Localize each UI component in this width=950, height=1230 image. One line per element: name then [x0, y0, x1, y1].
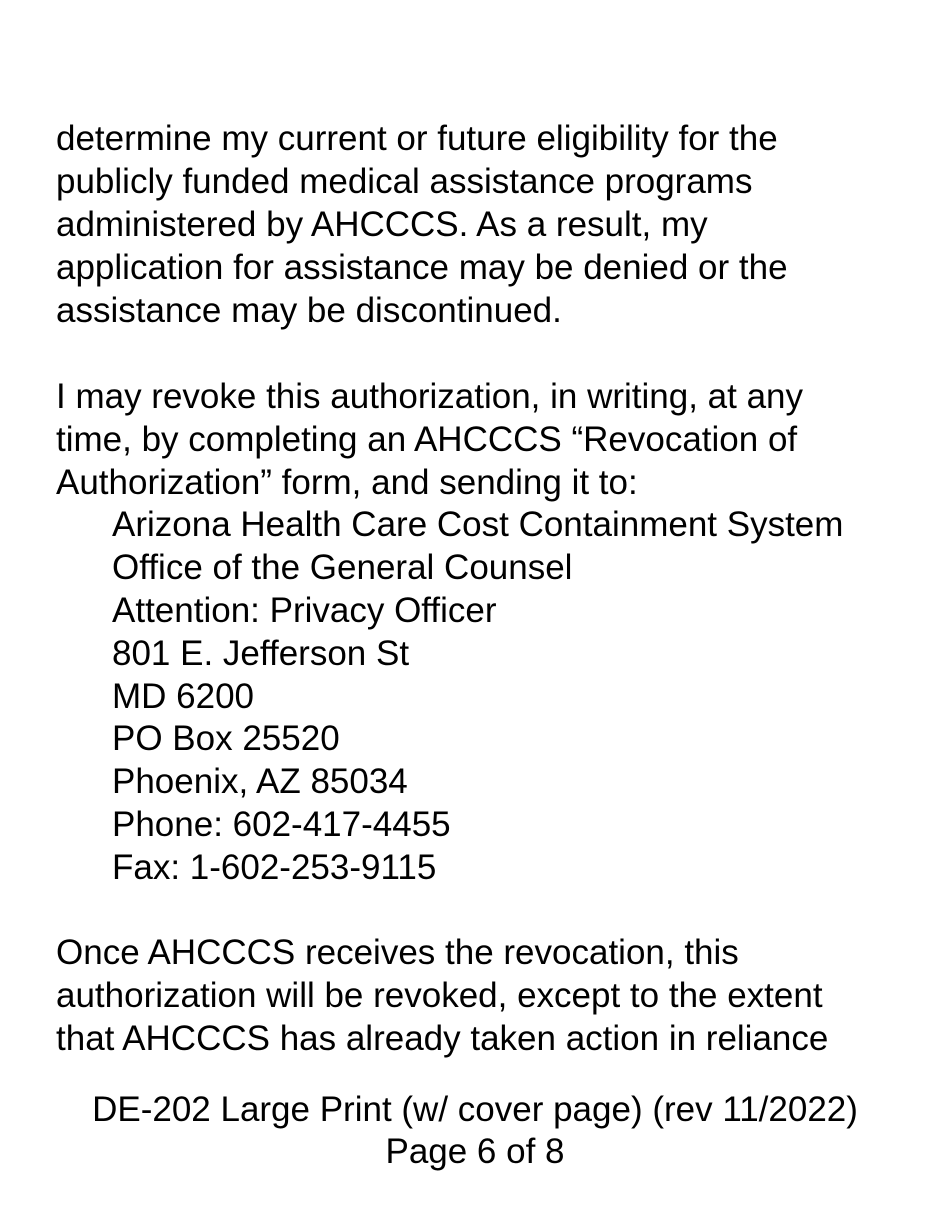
paragraph-1-line: publicly funded medical assistance programs: [56, 162, 753, 201]
paragraph-1-line: assistance may be discontinued.: [56, 291, 562, 330]
address-line: 801 E. Jefferson St: [112, 634, 410, 673]
address-line: Arizona Health Care Cost Containment System: [112, 505, 844, 544]
footer-page-number: Page 6 of 8: [385, 1132, 565, 1171]
address-line: PO Box 25520: [112, 719, 340, 758]
paragraph-1-line: administered by AHCCCS. As a result, my: [56, 205, 708, 244]
paragraph-3-line: Once AHCCCS receives the revocation, this: [56, 933, 739, 972]
footer-form-id: DE-202 Large Print (w/ cover page) (rev 11/2022): [92, 1090, 858, 1129]
address-line: Office of the General Counsel: [112, 548, 573, 587]
paragraph-3-line: that AHCCCS has already taken action in reliance: [56, 1019, 829, 1058]
address-phone: Phone: 602-417-4455: [112, 805, 451, 844]
address-line: MD 6200: [112, 677, 255, 716]
paragraph-2-line: Authorization” form, and sending it to:: [56, 463, 638, 502]
paragraph-2-line: time, by completing an AHCCCS “Revocation of: [56, 420, 798, 459]
address-line: Phoenix, AZ 85034: [112, 762, 408, 801]
paragraph-3-line: authorization will be revoked, except to the extent: [56, 976, 823, 1015]
paragraph-2-line: I may revoke this authorization, in writing, at any: [56, 377, 804, 416]
paragraph-1-line: determine my current or future eligibility for the: [56, 119, 778, 158]
address-fax: Fax: 1-602-253-9115: [112, 848, 437, 887]
address-line: Attention: Privacy Officer: [112, 591, 497, 630]
paragraph-1-line: application for assistance may be denied or the: [56, 248, 788, 287]
